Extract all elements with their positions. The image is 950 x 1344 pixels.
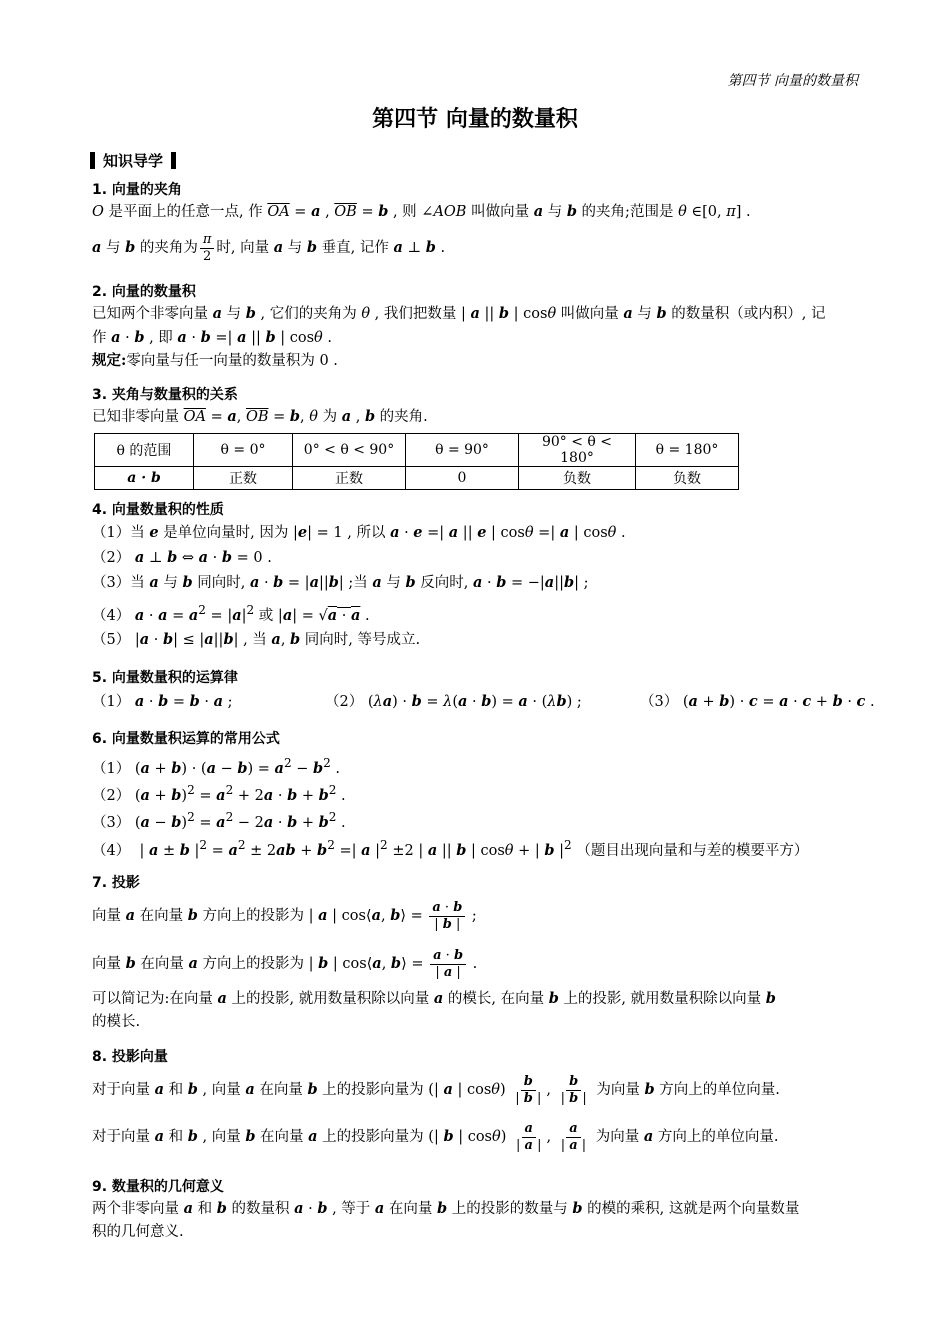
s6-note: （题目出现向量和与差的模要平方） — [576, 842, 809, 859]
table-cell: a · b — [95, 467, 194, 490]
s9-line2: 积的几何意义. — [92, 1224, 184, 1240]
heading-7: 7. 投影 — [92, 875, 140, 891]
s3-line1: 已知非零向量 $\overline{OA} = a$, $\overline{OB} = b$, θ 为 a , b 的夹角. — [92, 408, 428, 425]
s2-line2: 作 a · b , 即 a · b =| a || b | cosθ . — [92, 329, 332, 346]
header-caption: 第四节 向量的数量积 — [727, 73, 858, 89]
rule-text: 零向量与任一向量的数量积为 0 . — [126, 353, 338, 369]
table-cell: 0° < θ < 90° — [293, 434, 406, 467]
table-row — [95, 434, 739, 467]
s5-law1: （1） a · b = b · a ; — [92, 693, 233, 710]
s7-line2: 向量 b 在向量 a 方向上的投影为 | b | cos⟨a, b⟩ = $\frac{a \cdot b}{| a |}$ . — [92, 947, 478, 980]
s2-line1: 已知两个非零向量 a 与 b , 它们的夹角为 θ , 我们把数量 | a || b | cosθ 叫做向量 a 与 b 的数量积（或内积）, 记 — [92, 305, 826, 322]
heading-9: 9. 数量积的几何意义 — [92, 1179, 224, 1195]
heading-8: 8. 投影向量 — [92, 1049, 168, 1065]
s7-text: 可以简记为:在向量 — [92, 991, 213, 1007]
s4-item1: （1）当 e 是单位向量时, 因为 |e| = 1 , 所以 a · e =| a || e | cosθ =| a | cosθ . — [92, 524, 626, 541]
s7-line1: 向量 a 在向量 b 方向上的投影为 | a | cos⟨a, b⟩ = $\frac{a \cdot b}{| b |}$ ; — [92, 899, 477, 932]
table-cell: 负数 — [636, 467, 739, 490]
table-cell: θ = 180° — [636, 434, 739, 467]
heading-3: 3. 夹角与数量积的关系 — [92, 387, 238, 403]
relation-table — [94, 433, 739, 490]
section-guide-label — [90, 150, 176, 171]
s6-f4: （4） | a ± b $|^2 = a^2 \pm 2ab + b^2$ =| a $|^2 \pm 2$ | a || b | cosθ + | b $|^2$ （题目出现向量和与差的模要平方） — [92, 838, 809, 859]
s1-line2: a 与 b 的夹角为 $\frac{\pi}{2}$ 时, 向量 a 与 b 垂直, 记作 a ⊥ b . — [92, 231, 446, 264]
s7-text: 的模长, 在向量 — [447, 991, 545, 1007]
table-row — [95, 467, 739, 490]
table-cell: θ = 0° — [194, 434, 293, 467]
s7-text: 上的投影, 就用数量积除以向量 — [563, 991, 762, 1007]
heading-5: 5. 向量数量积的运算律 — [92, 670, 238, 686]
heading-2: 2. 向量的数量积 — [92, 284, 196, 300]
guide-bar-left — [90, 152, 95, 169]
s6-f3: （3） $(a - b)^2 = a^2 - 2a \cdot b + b^2$ . — [92, 810, 346, 831]
s4-item5: （5） |a · b| ≤ |a||b| , 当 a, b 同向时, 等号成立. — [92, 631, 421, 648]
heading-4: 4. 向量数量积的性质 — [92, 502, 224, 518]
table-cell: θ 的范围 — [95, 434, 194, 467]
s5-law3: （3） (a + b) · c = a · c + b · c . — [640, 693, 875, 710]
s1-line1: O 是平面上的任意一点, 作 $\overline{OA} = a$ , $\overline{OB} = b$ , 则 ∠AOB 叫做向量 a 与 b 的夹角;范围是 θ ∈[0, π] . — [92, 203, 751, 220]
page-title: 第四节 向量的数量积 — [372, 107, 578, 132]
table-cell: 负数 — [519, 467, 636, 490]
guide-label-text: 知识导学 — [103, 152, 164, 170]
s9-text: 两个非零向量 — [92, 1201, 179, 1217]
guide-bar-right — [171, 152, 176, 169]
table-cell: 0 — [406, 467, 519, 490]
rule-label: 规定: — [92, 352, 127, 369]
s2-rule — [92, 351, 338, 371]
table-cell: 90° < θ < 180° — [519, 434, 636, 467]
table-cell: θ = 90° — [406, 434, 519, 467]
s7-text: 上的投影, 就用数量积除以向量 — [231, 991, 430, 1007]
s7-summary-1: 可以简记为:在向量 a 上的投影, 就用数量积除以向量 a 的模长, 在向量 b 上的投影, 就用数量积除以向量 b — [92, 990, 776, 1007]
s5-law2: （2） (λa) · b = λ(a · b) = a · (λb) ; — [325, 693, 582, 710]
heading-1: 1. 向量的夹角 — [92, 182, 182, 198]
heading-6: 6. 向量数量积运算的常用公式 — [92, 731, 280, 747]
s6-f1: （1） $(a + b) \cdot (a - b) = a^2 - b^2$ . — [92, 756, 341, 777]
s8-line2: 对于向量 a 和 b , 向量 b 在向量 a 上的投影向量为 (| b | cosθ) $\frac{a}{| a |}$ , $\frac{a}{| a |}$ 为向量 a 方向上的单位向量. — [92, 1120, 779, 1153]
s4-item2: （2） a ⊥ b ⇔ a · b = 0 . — [92, 549, 272, 566]
s4-item3: （3）当 a 与 b 同向时, a · b = |a||b| ;当 a 与 b 反向时, a · b = −|a||b| ; — [92, 574, 589, 591]
s7-summary-2: 的模长. — [92, 1014, 141, 1030]
s6-f2: （2） $(a + b)^2 = a^2 + 2a \cdot b + b^2$ . — [92, 783, 346, 804]
s8-line1: 对于向量 a 和 b , 向量 a 在向量 b 上的投影向量为 (| a | cosθ) $\frac{b}{| b |}$ , $\frac{b}{| b |}$ 为向量 b 方向上的单位向量. — [92, 1073, 780, 1106]
table-cell: 正数 — [293, 467, 406, 490]
s4-item4: （4） $a \cdot a = a^2 = |a|^2$ 或 |a| = √a · a . — [92, 603, 370, 624]
s9-line1: 两个非零向量 a 和 b 的数量积 a · b , 等于 a 在向量 b 上的投影的数量与 b 的模的乘积, 这就是两个向量数量 — [92, 1200, 800, 1217]
table-cell: 正数 — [194, 467, 293, 490]
